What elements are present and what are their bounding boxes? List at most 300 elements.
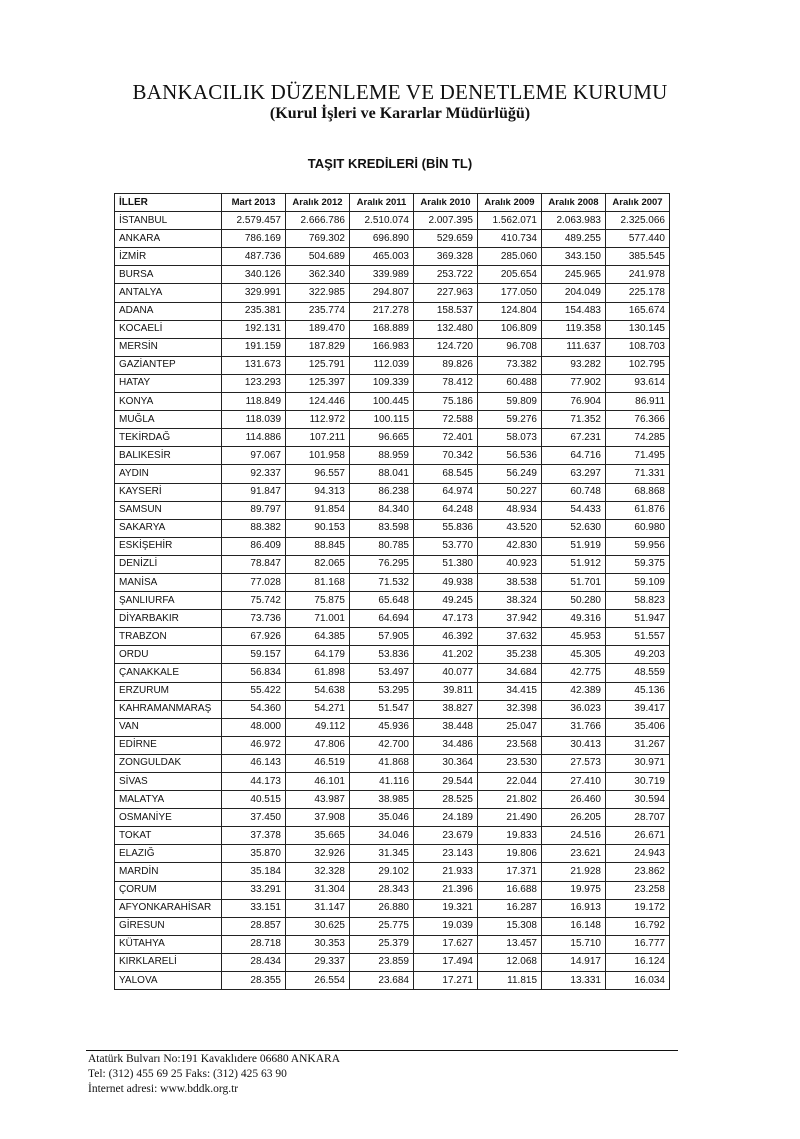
value-cell: 17.494 <box>414 953 478 971</box>
value-cell: 38.324 <box>478 592 542 610</box>
value-cell: 112.972 <box>286 411 350 429</box>
value-cell: 75.875 <box>286 592 350 610</box>
value-cell: 30.971 <box>606 754 670 772</box>
value-cell: 86.409 <box>222 537 286 555</box>
value-cell: 118.849 <box>222 393 286 411</box>
value-cell: 329.991 <box>222 284 286 302</box>
value-cell: 23.859 <box>350 953 414 971</box>
value-cell: 88.959 <box>350 447 414 465</box>
city-cell: BALIKESİR <box>115 447 222 465</box>
value-cell: 16.287 <box>478 899 542 917</box>
table-row <box>115 917 670 935</box>
page-title: BANKACILIK DÜZENLEME VE DENETLEME KURUMU <box>132 80 668 104</box>
value-cell: 41.202 <box>414 646 478 664</box>
value-cell: 12.068 <box>478 953 542 971</box>
value-cell: 37.450 <box>222 809 286 827</box>
value-cell: 28.857 <box>222 917 286 935</box>
table-row <box>115 338 670 356</box>
value-cell: 109.339 <box>350 374 414 392</box>
value-cell: 76.904 <box>542 393 606 411</box>
value-cell: 245.965 <box>542 266 606 284</box>
value-cell: 37.632 <box>478 628 542 646</box>
city-cell: SAKARYA <box>115 519 222 537</box>
value-cell: 52.630 <box>542 519 606 537</box>
value-cell: 37.378 <box>222 827 286 845</box>
value-cell: 191.159 <box>222 338 286 356</box>
value-cell: 48.000 <box>222 718 286 736</box>
value-cell: 16.148 <box>542 917 606 935</box>
value-cell: 91.854 <box>286 501 350 519</box>
value-cell: 130.145 <box>606 320 670 338</box>
city-cell: MERSİN <box>115 338 222 356</box>
value-cell: 125.397 <box>286 374 350 392</box>
table-row <box>115 700 670 718</box>
value-cell: 23.862 <box>606 863 670 881</box>
value-cell: 64.385 <box>286 628 350 646</box>
value-cell: 48.934 <box>478 501 542 519</box>
value-cell: 35.665 <box>286 827 350 845</box>
value-cell: 100.115 <box>350 411 414 429</box>
value-cell: 26.880 <box>350 899 414 917</box>
table-row <box>115 972 670 990</box>
value-cell: 71.495 <box>606 447 670 465</box>
value-cell: 123.293 <box>222 374 286 392</box>
value-cell: 489.255 <box>542 230 606 248</box>
city-cell: MANİSA <box>115 573 222 591</box>
value-cell: 339.989 <box>350 266 414 284</box>
column-header: Aralık 2007 <box>606 194 670 212</box>
value-cell: 45.136 <box>606 682 670 700</box>
value-cell: 71.001 <box>286 610 350 628</box>
table-row <box>115 682 670 700</box>
value-cell: 1.562.071 <box>478 212 542 230</box>
value-cell: 21.802 <box>478 791 542 809</box>
city-cell: OSMANİYE <box>115 809 222 827</box>
value-cell: 67.231 <box>542 429 606 447</box>
value-cell: 25.047 <box>478 718 542 736</box>
value-cell: 102.795 <box>606 356 670 374</box>
value-cell: 54.360 <box>222 700 286 718</box>
value-cell: 235.774 <box>286 302 350 320</box>
value-cell: 93.614 <box>606 374 670 392</box>
value-cell: 369.328 <box>414 248 478 266</box>
value-cell: 39.417 <box>606 700 670 718</box>
value-cell: 487.736 <box>222 248 286 266</box>
value-cell: 89.826 <box>414 356 478 374</box>
city-cell: SAMSUN <box>115 501 222 519</box>
value-cell: 241.978 <box>606 266 670 284</box>
table-row <box>115 393 670 411</box>
value-cell: 80.785 <box>350 537 414 555</box>
page-subtitle: (Kurul İşleri ve Kararlar Müdürlüğü) <box>269 105 531 122</box>
value-cell: 46.972 <box>222 736 286 754</box>
city-cell: TOKAT <box>115 827 222 845</box>
value-cell: 45.936 <box>350 718 414 736</box>
city-cell: ORDU <box>115 646 222 664</box>
value-cell: 34.486 <box>414 736 478 754</box>
value-cell: 35.184 <box>222 863 286 881</box>
value-cell: 53.770 <box>414 537 478 555</box>
city-cell: ŞANLIURFA <box>115 592 222 610</box>
value-cell: 124.720 <box>414 338 478 356</box>
value-cell: 71.532 <box>350 573 414 591</box>
value-cell: 47.806 <box>286 736 350 754</box>
table-row <box>115 573 670 591</box>
value-cell: 33.151 <box>222 899 286 917</box>
value-cell: 36.023 <box>542 700 606 718</box>
value-cell: 51.912 <box>542 555 606 573</box>
value-cell: 124.804 <box>478 302 542 320</box>
value-cell: 2.325.066 <box>606 212 670 230</box>
table-row <box>115 592 670 610</box>
value-cell: 165.674 <box>606 302 670 320</box>
value-cell: 76.366 <box>606 411 670 429</box>
table-row <box>115 773 670 791</box>
value-cell: 38.827 <box>414 700 478 718</box>
value-cell: 90.153 <box>286 519 350 537</box>
value-cell: 88.845 <box>286 537 350 555</box>
city-cell: EDİRNE <box>115 736 222 754</box>
value-cell: 38.448 <box>414 718 478 736</box>
value-cell: 54.433 <box>542 501 606 519</box>
value-cell: 49.938 <box>414 573 478 591</box>
value-cell: 124.446 <box>286 393 350 411</box>
value-cell: 70.342 <box>414 447 478 465</box>
table-row <box>115 212 670 230</box>
value-cell: 23.530 <box>478 754 542 772</box>
value-cell: 158.537 <box>414 302 478 320</box>
value-cell: 343.150 <box>542 248 606 266</box>
value-cell: 26.460 <box>542 791 606 809</box>
value-cell: 154.483 <box>542 302 606 320</box>
value-cell: 26.671 <box>606 827 670 845</box>
value-cell: 35.406 <box>606 718 670 736</box>
value-cell: 30.625 <box>286 917 350 935</box>
value-cell: 118.039 <box>222 411 286 429</box>
value-cell: 294.807 <box>350 284 414 302</box>
value-cell: 42.830 <box>478 537 542 555</box>
table-row <box>115 302 670 320</box>
value-cell: 189.470 <box>286 320 350 338</box>
value-cell: 58.823 <box>606 592 670 610</box>
value-cell: 168.889 <box>350 320 414 338</box>
value-cell: 131.673 <box>222 356 286 374</box>
value-cell: 253.722 <box>414 266 478 284</box>
value-cell: 29.337 <box>286 953 350 971</box>
table-row <box>115 628 670 646</box>
table-row <box>115 284 670 302</box>
city-cell: GİRESUN <box>115 917 222 935</box>
value-cell: 39.811 <box>414 682 478 700</box>
value-cell: 465.003 <box>350 248 414 266</box>
footer-phone: Tel: (312) 455 69 25 Faks: (312) 425 63 90 <box>88 1068 287 1080</box>
value-cell: 53.836 <box>350 646 414 664</box>
value-cell: 84.340 <box>350 501 414 519</box>
value-cell: 13.331 <box>542 972 606 990</box>
value-cell: 23.258 <box>606 881 670 899</box>
value-cell: 72.401 <box>414 429 478 447</box>
value-cell: 285.060 <box>478 248 542 266</box>
value-cell: 11.815 <box>478 972 542 990</box>
value-cell: 46.143 <box>222 754 286 772</box>
table-row <box>115 374 670 392</box>
value-cell: 51.947 <box>606 610 670 628</box>
table-row <box>115 465 670 483</box>
value-cell: 15.710 <box>542 935 606 953</box>
city-cell: ANTALYA <box>115 284 222 302</box>
column-header: Aralık 2012 <box>286 194 350 212</box>
value-cell: 340.126 <box>222 266 286 284</box>
city-cell: DENİZLİ <box>115 555 222 573</box>
footer-address: Atatürk Bulvarı No:191 Kavaklıdere 06680 ANKARA <box>88 1053 341 1065</box>
value-cell: 64.716 <box>542 447 606 465</box>
city-cell: ZONGULDAK <box>115 754 222 772</box>
value-cell: 38.985 <box>350 791 414 809</box>
value-cell: 37.942 <box>478 610 542 628</box>
column-header: Aralık 2008 <box>542 194 606 212</box>
value-cell: 30.413 <box>542 736 606 754</box>
value-cell: 21.396 <box>414 881 478 899</box>
value-cell: 67.926 <box>222 628 286 646</box>
value-cell: 187.829 <box>286 338 350 356</box>
value-cell: 34.684 <box>478 664 542 682</box>
value-cell: 30.594 <box>606 791 670 809</box>
value-cell: 59.276 <box>478 411 542 429</box>
value-cell: 177.050 <box>478 284 542 302</box>
value-cell: 50.280 <box>542 592 606 610</box>
value-cell: 78.847 <box>222 555 286 573</box>
table-row <box>115 881 670 899</box>
value-cell: 55.422 <box>222 682 286 700</box>
city-cell: KONYA <box>115 393 222 411</box>
value-cell: 30.364 <box>414 754 478 772</box>
value-cell: 58.073 <box>478 429 542 447</box>
value-cell: 75.186 <box>414 393 478 411</box>
value-cell: 24.516 <box>542 827 606 845</box>
value-cell: 96.665 <box>350 429 414 447</box>
value-cell: 50.227 <box>478 483 542 501</box>
value-cell: 17.627 <box>414 935 478 953</box>
value-cell: 59.109 <box>606 573 670 591</box>
table-row <box>115 447 670 465</box>
city-cell: KAYSERİ <box>115 483 222 501</box>
value-cell: 504.689 <box>286 248 350 266</box>
value-cell: 27.573 <box>542 754 606 772</box>
table-row <box>115 863 670 881</box>
value-cell: 385.545 <box>606 248 670 266</box>
value-cell: 2.510.074 <box>350 212 414 230</box>
value-cell: 94.313 <box>286 483 350 501</box>
table-row <box>115 899 670 917</box>
value-cell: 23.621 <box>542 845 606 863</box>
value-cell: 227.963 <box>414 284 478 302</box>
value-cell: 14.917 <box>542 953 606 971</box>
value-cell: 81.168 <box>286 573 350 591</box>
value-cell: 56.834 <box>222 664 286 682</box>
value-cell: 51.380 <box>414 555 478 573</box>
value-cell: 192.131 <box>222 320 286 338</box>
city-cell: MARDİN <box>115 863 222 881</box>
value-cell: 33.291 <box>222 881 286 899</box>
value-cell: 34.046 <box>350 827 414 845</box>
table-row <box>115 230 670 248</box>
table-row <box>115 827 670 845</box>
value-cell: 64.248 <box>414 501 478 519</box>
value-cell: 42.700 <box>350 736 414 754</box>
table-row <box>115 429 670 447</box>
value-cell: 2.063.983 <box>542 212 606 230</box>
value-cell: 16.124 <box>606 953 670 971</box>
value-cell: 24.189 <box>414 809 478 827</box>
table-row <box>115 501 670 519</box>
value-cell: 55.836 <box>414 519 478 537</box>
value-cell: 48.559 <box>606 664 670 682</box>
value-cell: 43.987 <box>286 791 350 809</box>
value-cell: 59.809 <box>478 393 542 411</box>
value-cell: 23.679 <box>414 827 478 845</box>
city-cell: YALOVA <box>115 972 222 990</box>
value-cell: 53.497 <box>350 664 414 682</box>
value-cell: 2.579.457 <box>222 212 286 230</box>
table-row <box>115 483 670 501</box>
table-row <box>115 935 670 953</box>
value-cell: 2.007.395 <box>414 212 478 230</box>
city-cell: ADANA <box>115 302 222 320</box>
city-cell: MALATYA <box>115 791 222 809</box>
value-cell: 43.520 <box>478 519 542 537</box>
value-cell: 68.545 <box>414 465 478 483</box>
value-cell: 30.719 <box>606 773 670 791</box>
value-cell: 49.245 <box>414 592 478 610</box>
value-cell: 106.809 <box>478 320 542 338</box>
table-row <box>115 664 670 682</box>
value-cell: 100.445 <box>350 393 414 411</box>
value-cell: 24.943 <box>606 845 670 863</box>
city-cell: HATAY <box>115 374 222 392</box>
value-cell: 34.415 <box>478 682 542 700</box>
value-cell: 49.316 <box>542 610 606 628</box>
city-cell: ÇANAKKALE <box>115 664 222 682</box>
value-cell: 41.868 <box>350 754 414 772</box>
table-row <box>115 266 670 284</box>
value-cell: 205.654 <box>478 266 542 284</box>
value-cell: 35.046 <box>350 809 414 827</box>
value-cell: 107.211 <box>286 429 350 447</box>
column-header: Aralık 2009 <box>478 194 542 212</box>
value-cell: 49.112 <box>286 718 350 736</box>
city-cell: AFYONKARAHİSAR <box>115 899 222 917</box>
value-cell: 51.919 <box>542 537 606 555</box>
value-cell: 54.271 <box>286 700 350 718</box>
city-cell: TEKİRDAĞ <box>115 429 222 447</box>
value-cell: 32.398 <box>478 700 542 718</box>
value-cell: 42.389 <box>542 682 606 700</box>
value-cell: 54.638 <box>286 682 350 700</box>
table-row <box>115 537 670 555</box>
table-row <box>115 809 670 827</box>
table-header-row <box>115 194 670 212</box>
value-cell: 57.905 <box>350 628 414 646</box>
value-cell: 53.295 <box>350 682 414 700</box>
value-cell: 31.766 <box>542 718 606 736</box>
value-cell: 786.169 <box>222 230 286 248</box>
table-row <box>115 555 670 573</box>
value-cell: 17.371 <box>478 863 542 881</box>
value-cell: 25.775 <box>350 917 414 935</box>
value-cell: 71.352 <box>542 411 606 429</box>
value-cell: 204.049 <box>542 284 606 302</box>
value-cell: 16.034 <box>606 972 670 990</box>
value-cell: 40.515 <box>222 791 286 809</box>
table-row <box>115 356 670 374</box>
value-cell: 23.684 <box>350 972 414 990</box>
value-cell: 696.890 <box>350 230 414 248</box>
value-cell: 47.173 <box>414 610 478 628</box>
value-cell: 17.271 <box>414 972 478 990</box>
value-cell: 88.382 <box>222 519 286 537</box>
value-cell: 2.666.786 <box>286 212 350 230</box>
value-cell: 108.703 <box>606 338 670 356</box>
footer <box>88 1052 340 1097</box>
value-cell: 19.172 <box>606 899 670 917</box>
value-cell: 26.205 <box>542 809 606 827</box>
value-cell: 13.457 <box>478 935 542 953</box>
value-cell: 59.157 <box>222 646 286 664</box>
column-header: İLLER <box>115 194 222 212</box>
value-cell: 362.340 <box>286 266 350 284</box>
city-cell: İZMİR <box>115 248 222 266</box>
value-cell: 21.490 <box>478 809 542 827</box>
value-cell: 31.304 <box>286 881 350 899</box>
value-cell: 44.173 <box>222 773 286 791</box>
value-cell: 28.707 <box>606 809 670 827</box>
value-cell: 28.718 <box>222 935 286 953</box>
city-cell: ESKİŞEHİR <box>115 537 222 555</box>
value-cell: 64.974 <box>414 483 478 501</box>
value-cell: 91.847 <box>222 483 286 501</box>
value-cell: 119.358 <box>542 320 606 338</box>
value-cell: 31.267 <box>606 736 670 754</box>
value-cell: 76.295 <box>350 555 414 573</box>
value-cell: 60.488 <box>478 374 542 392</box>
value-cell: 93.282 <box>542 356 606 374</box>
table-row <box>115 519 670 537</box>
value-cell: 225.178 <box>606 284 670 302</box>
value-cell: 88.041 <box>350 465 414 483</box>
value-cell: 235.381 <box>222 302 286 320</box>
city-cell: KÜTAHYA <box>115 935 222 953</box>
value-cell: 77.028 <box>222 573 286 591</box>
value-cell: 40.923 <box>478 555 542 573</box>
value-cell: 60.980 <box>606 519 670 537</box>
value-cell: 29.544 <box>414 773 478 791</box>
city-cell: AYDIN <box>115 465 222 483</box>
table-row <box>115 411 670 429</box>
value-cell: 19.321 <box>414 899 478 917</box>
value-cell: 577.440 <box>606 230 670 248</box>
value-cell: 89.797 <box>222 501 286 519</box>
value-cell: 41.116 <box>350 773 414 791</box>
value-cell: 27.410 <box>542 773 606 791</box>
value-cell: 21.928 <box>542 863 606 881</box>
value-cell: 51.547 <box>350 700 414 718</box>
value-cell: 132.480 <box>414 320 478 338</box>
value-cell: 51.701 <box>542 573 606 591</box>
value-cell: 40.077 <box>414 664 478 682</box>
value-cell: 28.525 <box>414 791 478 809</box>
value-cell: 25.379 <box>350 935 414 953</box>
table-row <box>115 953 670 971</box>
